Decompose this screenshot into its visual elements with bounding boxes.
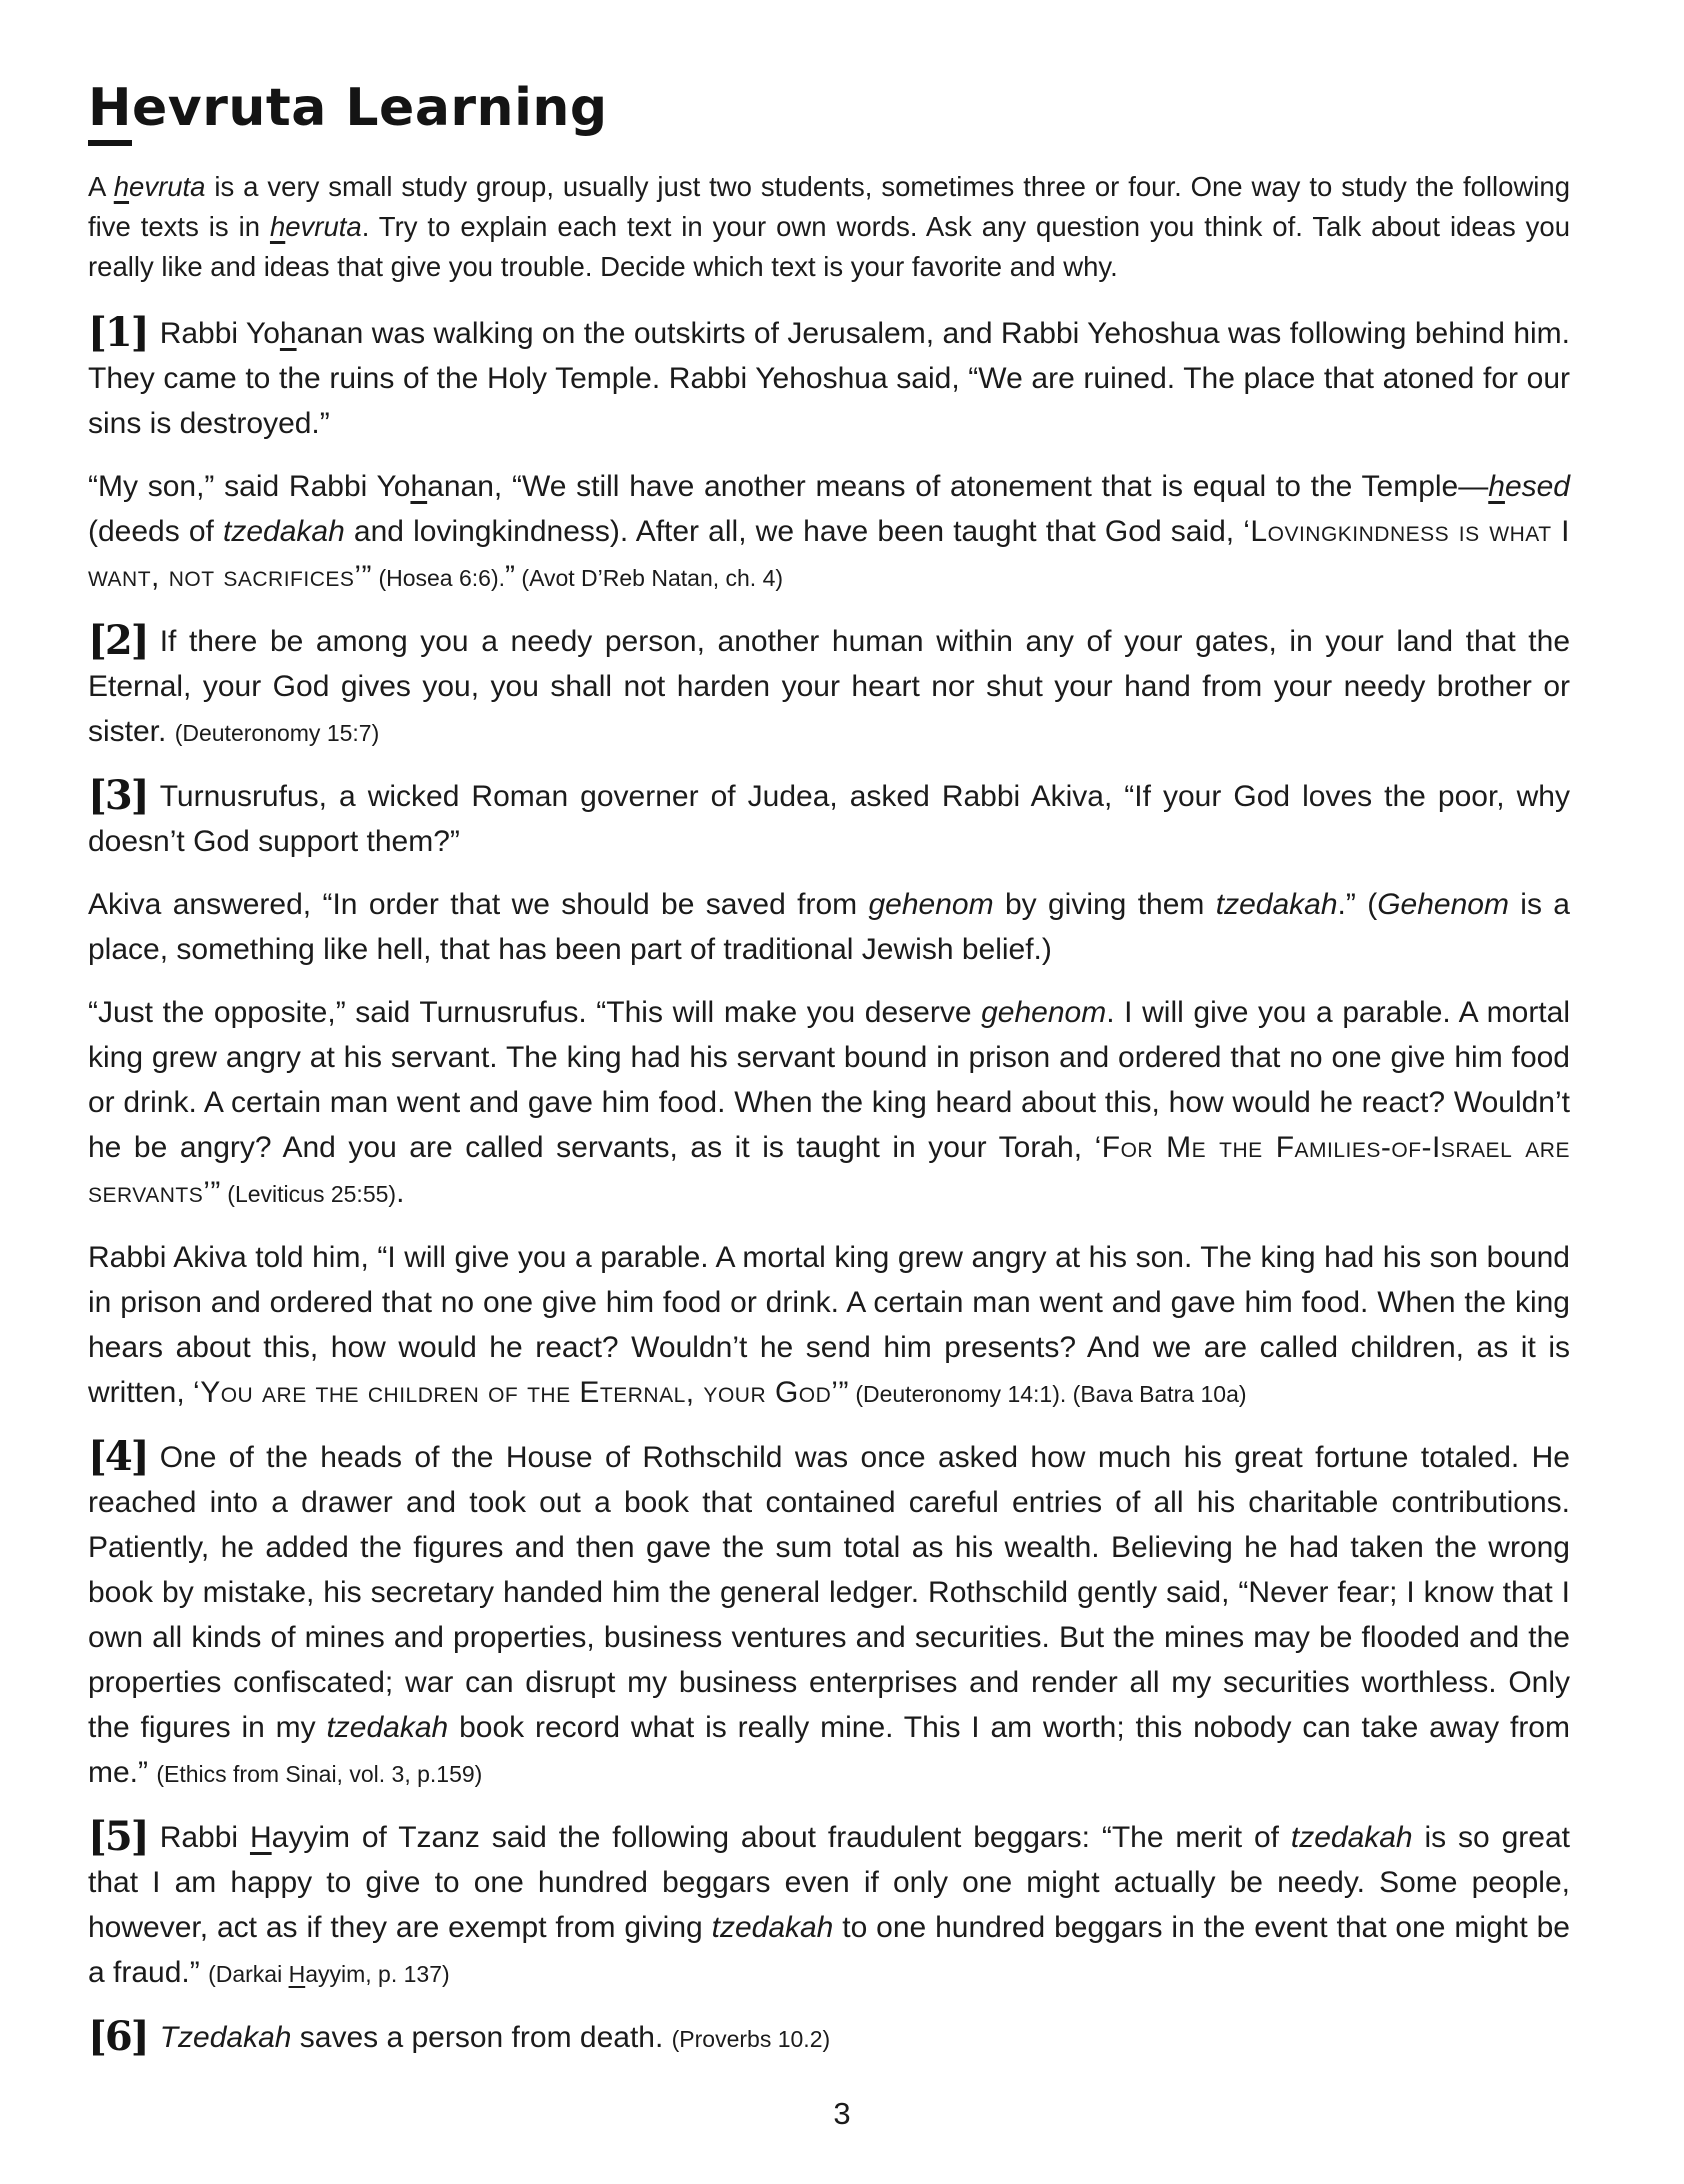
text-segment: evruta — [285, 211, 362, 243]
text-segment: anan was walking on the outskirts of Jerusalem, and Rabbi Yehoshua was following behind him. They came to the ruins of the Holy Temple. Rabbi Yehoshua said, “We are ruined. The place that atoned for our sins is destroyed.” — [88, 317, 1571, 441]
text-segment: (Deuteronomy 14:1). — [848, 1381, 1067, 1408]
text-segment: Rabbi Yo — [159, 317, 280, 351]
text-sections — [88, 167, 1570, 2062]
text-segment: Rabbi — [159, 1821, 250, 1855]
text-segment: ” — [505, 560, 516, 594]
text-segment: . Try to explain each text in your own words. Ask any question you think of. Talk about ideas you really like and ideas that give you trouble. Decide which text is your favorite and why. — [88, 211, 1570, 283]
text-segment: H — [249, 1821, 272, 1855]
text-segment: tzedakah — [326, 1711, 449, 1745]
text-segment: ‘For Me the Families-of-Israel are servants’” — [88, 1131, 1570, 1210]
text-segment: (Ethics from Sinai, vol. 3, p.159) — [156, 1761, 483, 1788]
title-underlined-letter: H — [88, 78, 132, 146]
text-segment: gehenom — [981, 996, 1107, 1030]
text-segment: by giving them — [993, 888, 1216, 922]
text-segment: If there be among you a needy person, another human within any of your gates, in your land that the Eternal, your God gives you, you shall not harden your heart nor shut your hand from your needy brother or sister. — [88, 625, 1570, 749]
text-segment: to one hundred beggars in the event that one might be a fraud.” — [88, 1911, 1570, 1990]
text-segment: Turnusrufus, a wicked Roman governer of Judea, asked Rabbi Akiva, “If your God loves the poor, why doesn’t God support them?” — [88, 780, 1570, 859]
text-segment: gehenom — [868, 888, 994, 922]
text-paragraph — [88, 311, 1570, 446]
text-segment: (Leviticus 25:55) — [220, 1181, 397, 1208]
text-segment: tzedakah — [1290, 1821, 1413, 1855]
text-segment: h — [1488, 470, 1505, 504]
text-segment: “My son,” said Rabbi Yo — [88, 470, 411, 504]
text-segment: .” ( — [1337, 888, 1378, 922]
text-segment: saves a person from death. — [291, 2021, 672, 2055]
text-segment: “Just the opposite,” said Turnusrufus. “This will make you deserve — [88, 996, 982, 1030]
text-segment: h — [279, 317, 297, 351]
text-segment: tzedakah — [1215, 888, 1338, 922]
text-segment: Rabbi Akiva told him, “I will give you a parable. A mortal king grew angry at his son. The king had his son bound in prison and ordered that no one give him food or drink. A certain man went and gave him food. When the king hears about this, how would he react? Wouldn’t he send him presents? And we are called children, as it is written, — [88, 1241, 1570, 1410]
text-segment: ‘You are the children of the Eternal, your God’” — [193, 1376, 849, 1410]
text-segment: (deeds of — [88, 515, 224, 549]
text-segment: H — [288, 1961, 306, 1988]
text-segment: and lovingkindness). After all, we have been taught that God said, — [344, 515, 1244, 549]
text-segment: book record what is really mine. This I am worth; this nobody can take away from me.” — [88, 1711, 1570, 1790]
text-segment: One of the heads of the House of Rothschild was once asked how much his great fortune totaled. He reached into a drawer and took out a book that contained careful entries of all his charitable contributions. Patiently, he added the figures and then gave the sum total as his wealth. Believing he had taken the wrong book by mistake, his secretary handed him the general ledger. Rothschild gently said, “Never fear; I know that I own all kinds of mines and properties, business ventures and securities. But the mines may be flooded and the properties confiscated; war can disrupt my business enterprises and render all my securities worthless. Only the figures in my — [88, 1441, 1570, 1745]
text-segment: evruta — [129, 171, 206, 203]
page-title — [88, 80, 1570, 137]
text-paragraph — [88, 990, 1570, 1217]
text-segment: is so great that I am happy to give to one hundred beggars even if only one might actually be needy. Some people, however, act as if they are exempt from giving — [88, 1821, 1571, 1945]
text-segment: ‘Lovingkindness is what I want, not sacrifices’” — [88, 515, 1570, 594]
text-paragraph — [88, 1435, 1570, 1797]
text-paragraph — [88, 1815, 1570, 1997]
text-segment: A — [88, 171, 114, 203]
text-segment: . — [396, 1176, 405, 1210]
text-paragraph — [88, 464, 1570, 601]
text-segment: h — [410, 470, 428, 504]
text-segment: is a place, something like hell, that has been part of traditional Jewish belief.) — [88, 888, 1570, 967]
page-number: 3 — [833, 2096, 851, 2131]
text-segment: ayyim of Tzanz said the following about fraudulent beggars: “The merit of — [271, 1821, 1291, 1855]
text-segment: tzedakah — [223, 515, 345, 549]
text-segment: ayyim, p. 137) — [305, 1961, 450, 1988]
text-number-marker: [6] — [88, 2013, 148, 2061]
text-number-marker: [5] — [88, 1813, 148, 1861]
text-paragraph — [88, 882, 1570, 972]
text-segment: h — [269, 211, 286, 243]
text-number-marker: [2] — [88, 617, 148, 665]
text-paragraph — [88, 1235, 1570, 1417]
text-segment: is a very small study group, usually just two students, sometimes three or four. One way to study the following five texts is in — [88, 171, 1570, 243]
text-segment: . I will give you a parable. A mortal king grew angry at his servant. The king had his servant bound in prison and ordered that no one give him food or drink. A certain man went and gave him food. When the king heard about this, how would he react? Wouldn’t he be angry? And you are called servants, as it is taught in your Torah, — [88, 996, 1570, 1165]
text-segment: (Hosea 6:6). — [372, 565, 506, 592]
text-paragraph — [88, 619, 1570, 756]
text-segment: (Deuteronomy 15:7) — [174, 720, 380, 747]
text-number-marker: [3] — [88, 772, 148, 820]
text-segment: Tzedakah — [159, 2021, 292, 2055]
text-segment: (Bava Batra 10a) — [1066, 1381, 1247, 1408]
text-segment: (Avot D’Reb Natan, ch. 4) — [515, 565, 784, 592]
text-number-marker: [1] — [88, 309, 148, 357]
text-segment: (Darkai — [208, 1961, 289, 1988]
text-segment: Akiva answered, “In order that we should be saved from — [88, 888, 869, 922]
text-segment: (Proverbs 10.2) — [671, 2026, 831, 2053]
text-segment: esed — [1504, 470, 1570, 504]
text-paragraph — [88, 167, 1570, 287]
text-segment: Gehenom — [1377, 888, 1509, 922]
text-segment: anan, “We still have another means of atonement that is equal to the Temple— — [427, 470, 1489, 504]
text-segment: h — [113, 171, 130, 203]
text-segment: tzedakah — [711, 1911, 834, 1945]
text-paragraph — [88, 2015, 1570, 2062]
text-paragraph — [88, 774, 1570, 864]
title-rest: evruta Learning — [132, 78, 608, 138]
text-number-marker: [4] — [88, 1433, 148, 1481]
